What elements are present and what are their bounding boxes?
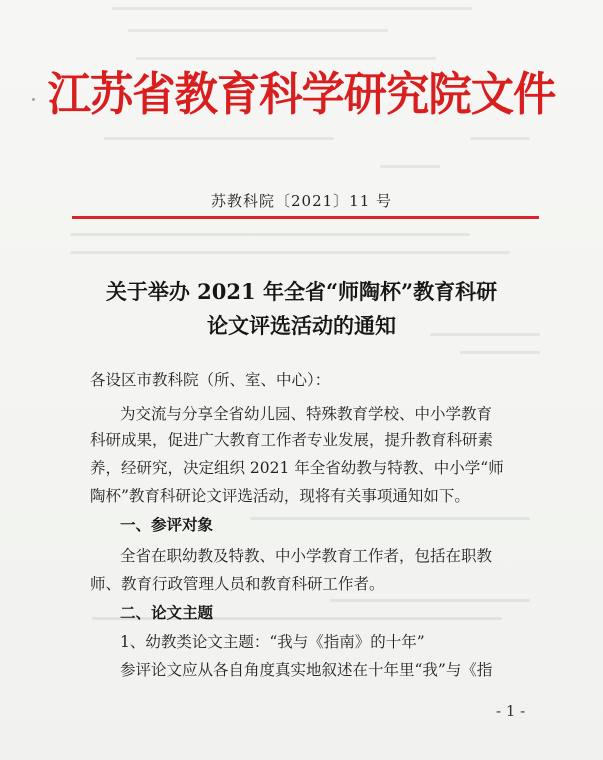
red-divider-line [72, 216, 539, 219]
show-through-text [0, 2, 603, 16]
topic-description: 参评论文应从各自角度真实地叙述在十年里“我”与《指 [120, 661, 493, 679]
section-body-line: 师、教育行政管理人员和教育科研工作者。 [90, 575, 385, 593]
document-number: 苏教科院〔2021〕11 号 [210, 192, 393, 210]
show-through-text [0, 346, 603, 360]
intro-line: 陶杯”教育科研论文评选活动，现将有关事项通知如下。 [90, 487, 470, 505]
notice-title-line-1: 关于举办 2021 年全省“师陶杯”教育科研 [105, 279, 498, 304]
intro-line: 养，经研究，决定组织 2021 年全省幼教与特教、中小学“师 [90, 459, 504, 477]
intro-line: 科研成果，促进广大教育工作者专业发展，提升教育科研素 [90, 431, 494, 449]
salutation: 各设区市教科院（所、室、中心）： [90, 371, 331, 389]
show-through-text [0, 594, 603, 608]
notice-title-line-2: 论文评选活动的通知 [207, 313, 396, 338]
section-heading-participants: 一、参评对象 [120, 515, 214, 534]
section-body-line: 全省在职幼教及特教、中小学教育工作者，包括在职教 [120, 547, 493, 565]
show-through-text [0, 512, 603, 526]
section-heading-topics: 二、论文主题 [120, 603, 214, 622]
show-through-text [0, 24, 603, 38]
show-through-text [0, 160, 603, 174]
masthead-title: 江苏省教育科学研究院文件 [47, 67, 556, 121]
show-through-text [0, 612, 603, 626]
intro-line: 为交流与分享全省幼儿园、特殊教育学校、中小学教育 [120, 405, 493, 423]
show-through-text [0, 228, 603, 242]
show-through-text [0, 132, 603, 146]
show-through-text [0, 246, 603, 260]
page-number: - 1 - [496, 702, 526, 720]
topic-item: 1、幼教类论文主题：“我与《指南》的十年” [120, 633, 425, 651]
